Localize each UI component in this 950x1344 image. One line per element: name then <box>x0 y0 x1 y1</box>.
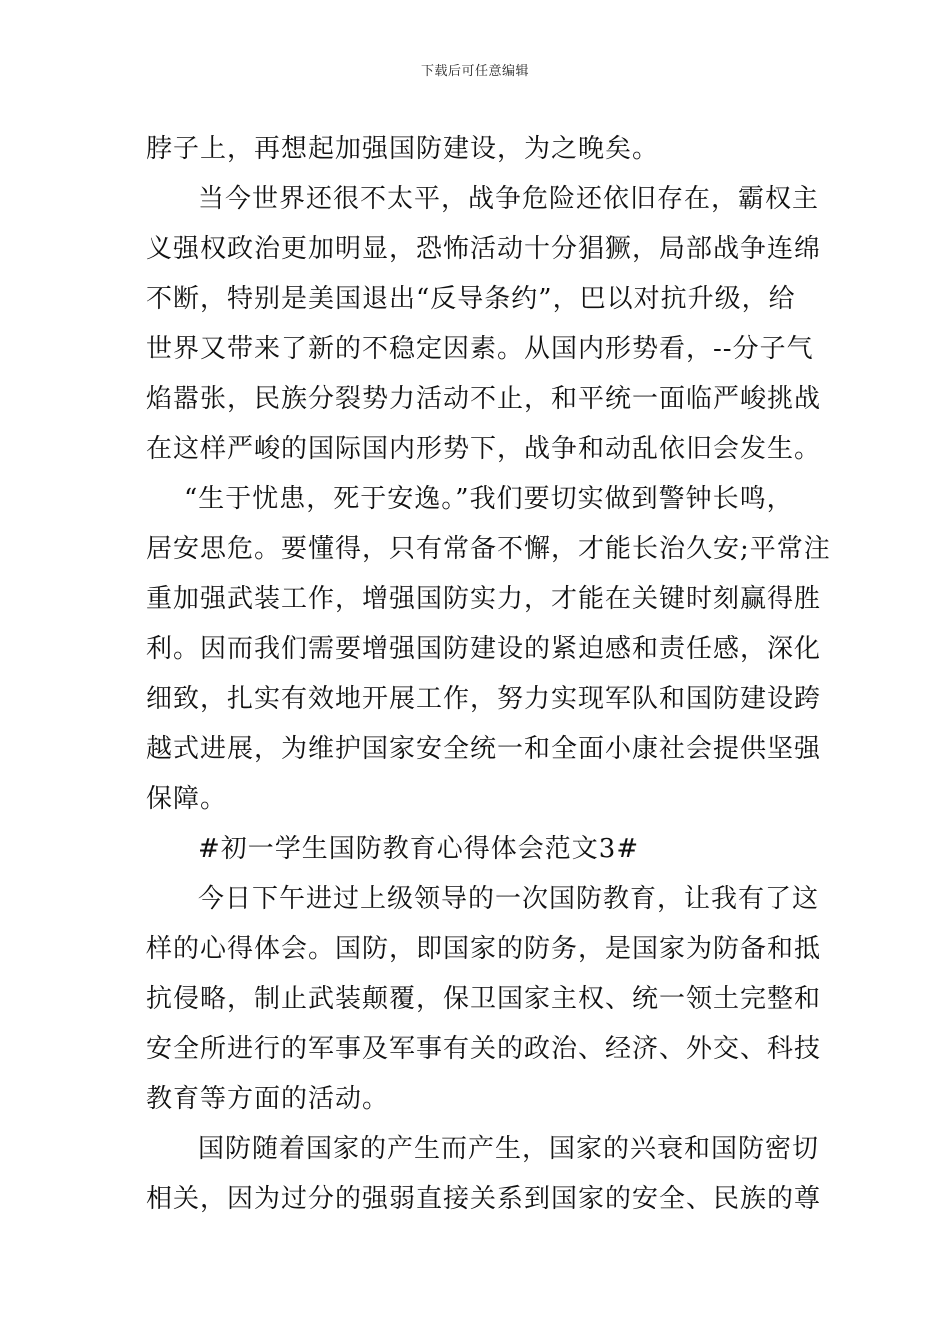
text-line: 相关，因为过分的强弱直接关系到国家的安全、民族的尊 <box>146 1184 822 1214</box>
text-line: “生于忧患，死于安逸。”我们要切实做到警钟长鸣， <box>184 484 794 514</box>
paragraph-5 <box>146 1124 822 1224</box>
paragraph-4 <box>146 874 822 1124</box>
text-line: 焰嚣张，民族分裂势力活动不止，和平统一面临严峻挑战 <box>146 384 822 414</box>
text-line: 越式进展，为维护国家安全统一和全面小康社会提供坚强 <box>146 734 822 764</box>
text-line: 脖子上，再想起加强国防建设，为之晚矣。 <box>146 134 660 164</box>
text-line: 在这样严峻的国际国内形势下，战争和动乱依旧会发生。 <box>146 434 822 464</box>
text-line: 细致，扎实有效地开展工作，努力实现军队和国防建设跨 <box>146 684 822 714</box>
text-line: 国防随着国家的产生而产生，国家的兴衰和国防密切 <box>198 1134 820 1164</box>
text-line: 居安思危。要懂得，只有常备不懈，才能长治久安;平常注 <box>146 534 831 564</box>
section-heading <box>146 824 814 874</box>
text-line: 教育等方面的活动。 <box>146 1084 390 1114</box>
text-line: 安全所进行的军事及军事有关的政治、经济、外交、科技 <box>146 1034 822 1064</box>
text-line: 重加强武装工作，增强国防实力，才能在关键时刻赢得胜 <box>146 584 822 614</box>
section-heading-text: #初一学生国防教育心得体会范文3# <box>198 834 640 864</box>
document-body <box>146 124 831 1224</box>
text-line: 样的心得体会。国防，即国家的防务，是国家为防备和抵 <box>146 934 822 964</box>
paragraph-1 <box>146 124 814 174</box>
text-line: 抗侵略，制止武装颠覆，保卫国家主权、统一领土完整和 <box>146 984 822 1014</box>
paragraph-2 <box>146 174 822 474</box>
page-header: 下载后可任意编辑 <box>420 64 529 79</box>
text-line: 不断，特别是美国退出“反导条约”，巴以对抗升级，给 <box>146 284 796 314</box>
text-line: 今日下午进过上级领导的一次国防教育，让我有了这 <box>198 884 820 914</box>
text-line: 利。因而我们需要增强国防建设的紧迫感和责任感，深化 <box>146 634 822 664</box>
text-line: 当今世界还很不太平，战争危险还依旧存在，霸权主 <box>198 184 820 214</box>
text-line: 世界又带来了新的不稳定因素。从国内形势看，--分子气 <box>146 334 814 364</box>
text-line: 保障。 <box>146 784 228 814</box>
text-line: 义强权政治更加明显，恐怖活动十分猖獗，局部战争连绵 <box>146 234 822 264</box>
paragraph-3 <box>146 474 831 824</box>
